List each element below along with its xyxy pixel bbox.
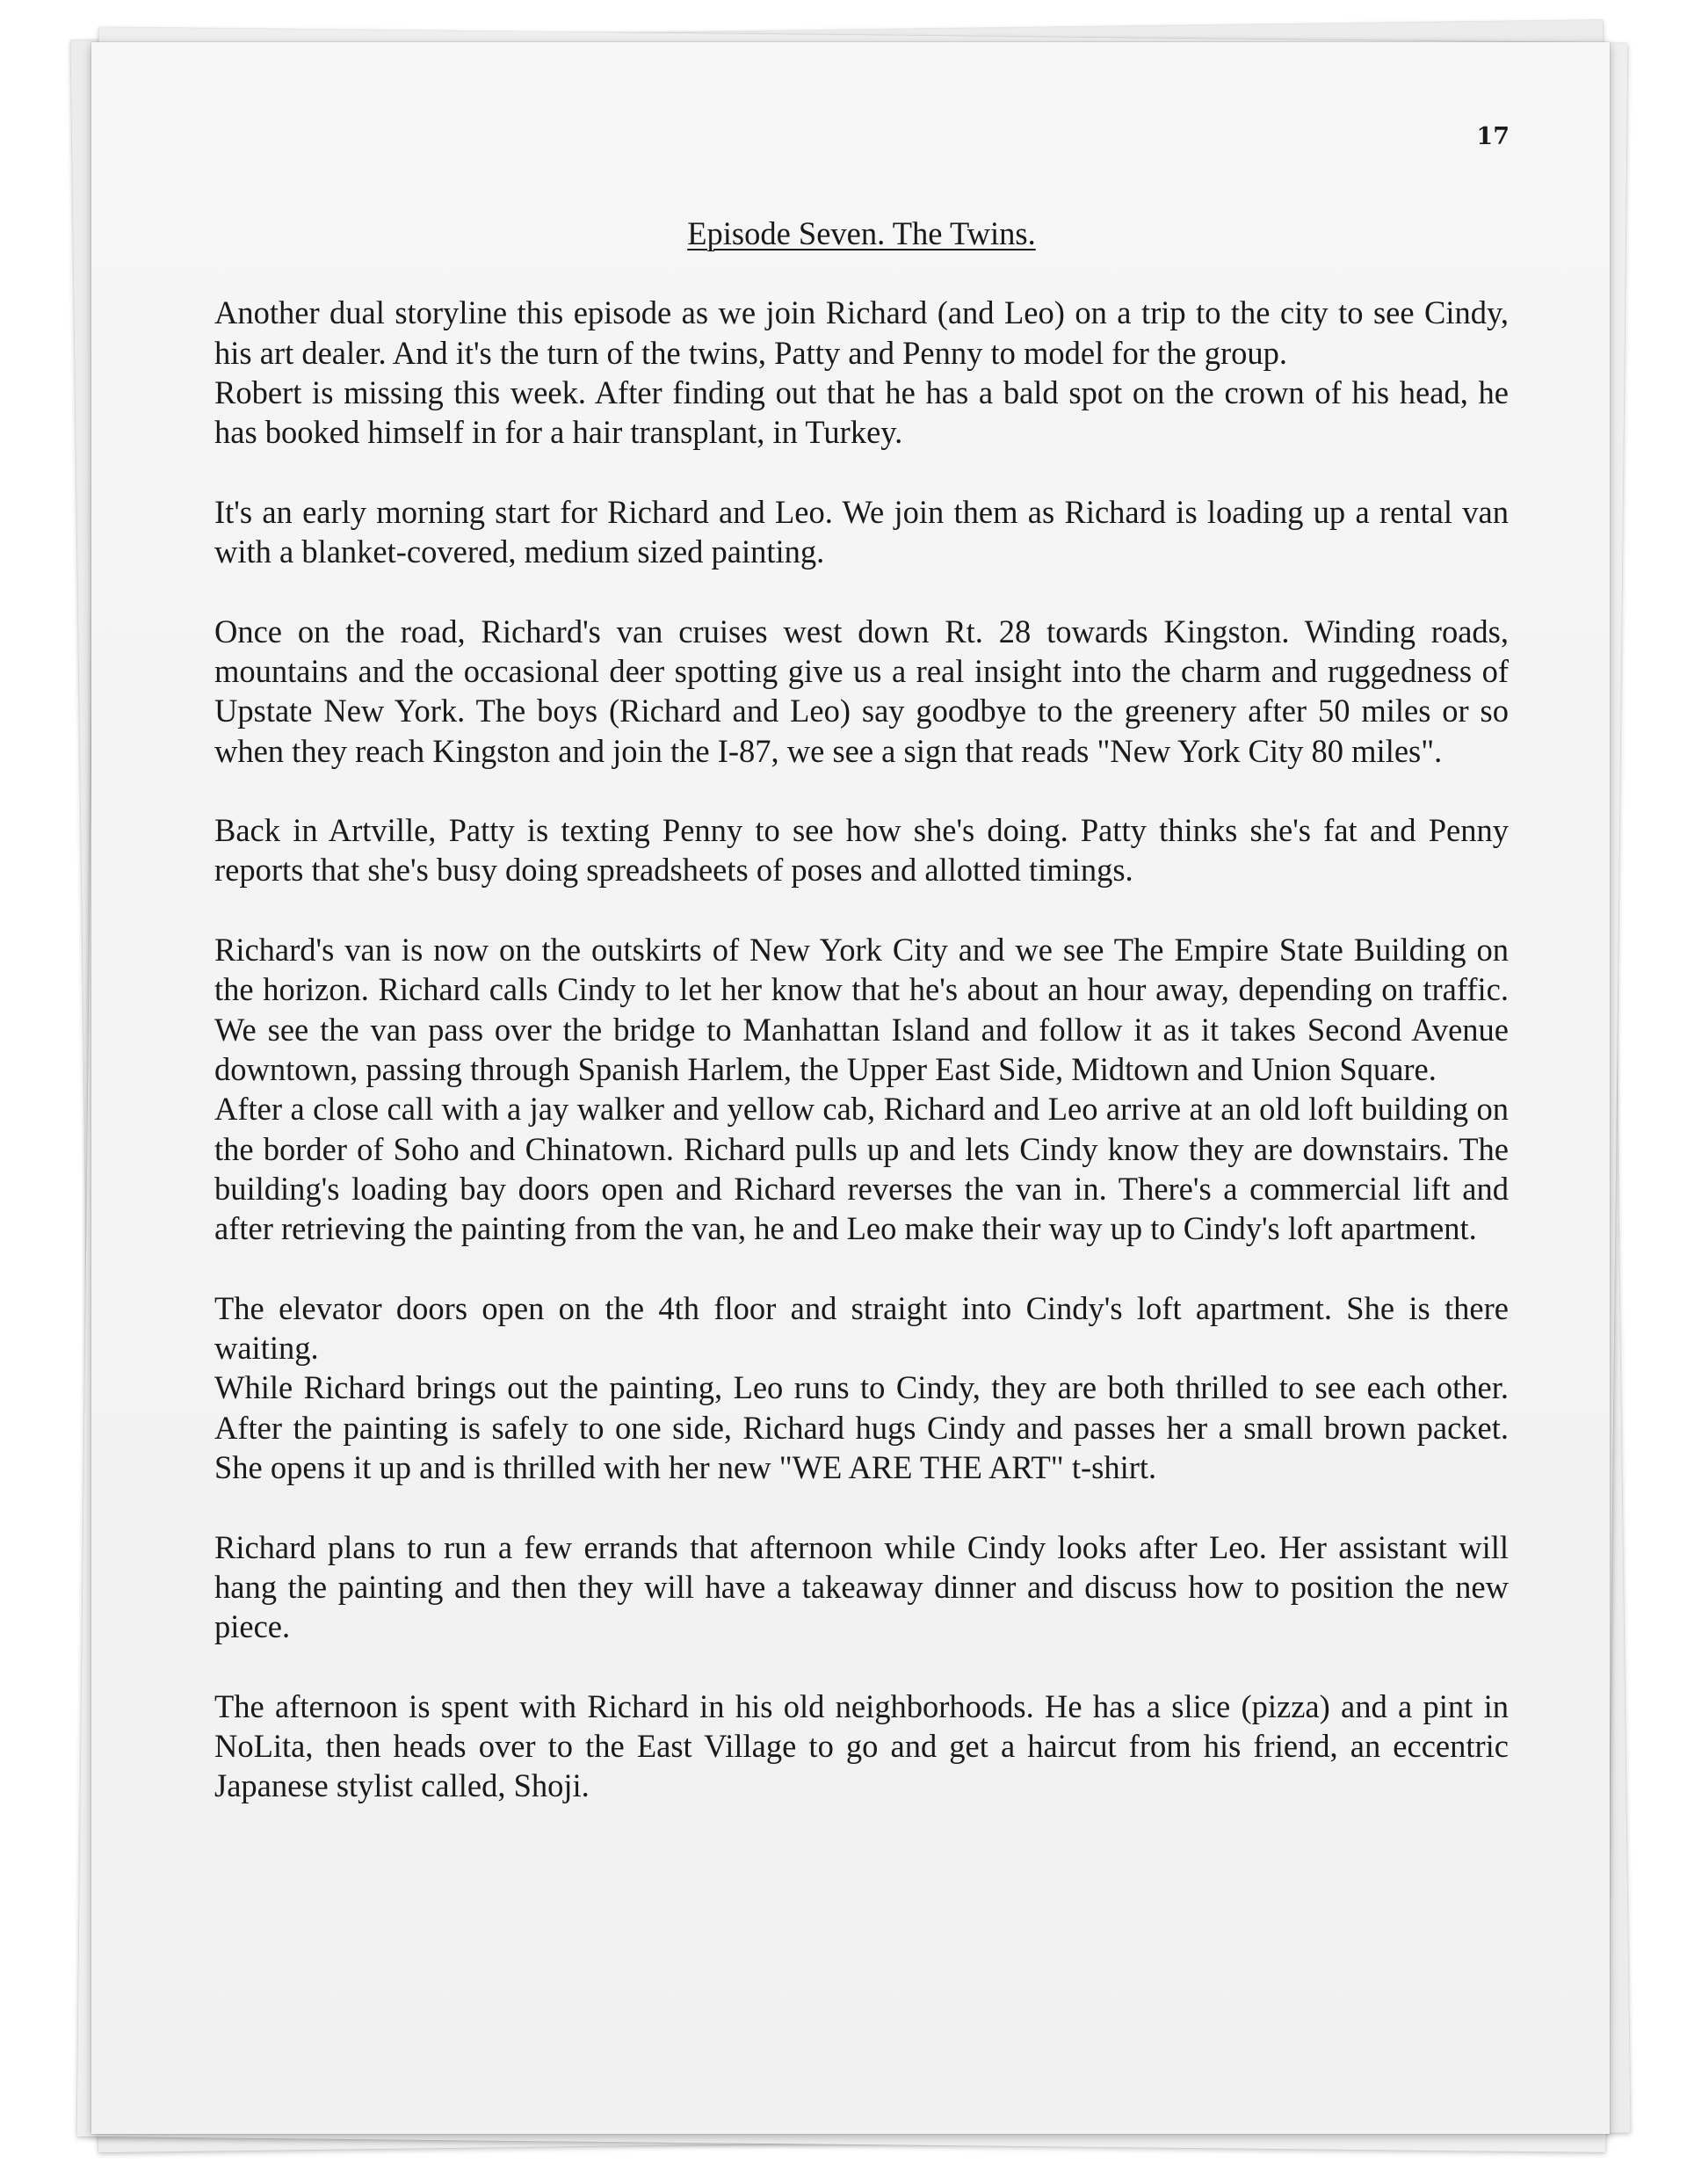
paragraph: Back in Artville, Patty is texting Penny to see how she's doing. Patty thinks she's fat and Penny reports that she's busy doing spreadsheets of poses and allotted timings. xyxy=(214,812,1509,889)
page-content xyxy=(214,214,1509,1806)
paragraph: Robert is missing this week. After finding out that he has a bald spot on the crown of his head, he has booked himself in for a hair transplant, in Turkey. xyxy=(214,374,1509,451)
paragraph-gap xyxy=(214,1646,1509,1686)
paragraph: Richard's van is now on the outskirts of New York City and we see The Empire State Building on the horizon. Richard calls Cindy to let her know that he's about an hour away, depending on traffic. We see the van pass over the bridge to Manhattan Island and follow it as it takes Second Avenue downtown, passing through Spanish Harlem, the Upper East Side, Midtown and Union Square. xyxy=(214,932,1509,1087)
paragraph: Another dual storyline this episode as we join Richard (and Leo) on a trip to the city to see Cindy, his art dealer. And it's the turn of the twins, Patty and Penny to model for the group. xyxy=(214,294,1509,371)
episode-title: Episode Seven. The Twins. xyxy=(687,215,1036,251)
paragraph-gap xyxy=(214,571,1509,611)
paragraph: After a close call with a jay walker and yellow cab, Richard and Leo arrive at an old loft building on the border of Soho and Chinatown. Richard pulls up and lets Cindy know they are downstairs. The building's loading bay doors open and Richard reverses the van in. There's a commercial lift and after retrieving the painting from the van, he and Leo make their way up to Cindy's loft apartment. xyxy=(214,1091,1509,1247)
paragraph-gap xyxy=(214,1487,1509,1527)
paragraph-gap xyxy=(214,452,1509,491)
paragraph: Richard plans to run a few errands that afternoon while Cindy looks after Leo. Her assistant will hang the painting and then they will have a takeaway dinner and discuss how to position the new piece. xyxy=(214,1528,1509,1645)
paragraph: Once on the road, Richard's van cruises west down Rt. 28 towards Kingston. Winding roads, mountains and the occasional deer spotting give us a real insight into the charm and ruggedness of Upstate New York. The boys (Richard and Leo) say goodbye to the greenery after 50 miles or so when they reach Kingston and join the I-87, we see a sign that reads "New York City 80 miles". xyxy=(214,613,1509,769)
paragraph-gap xyxy=(214,771,1509,810)
paragraph: It's an early morning start for Richard and Leo. We join them as Richard is loading up a rental van with a blanket-covered, medium sized painting. xyxy=(214,493,1509,570)
paragraph-gap xyxy=(214,1248,1509,1288)
paragraph: While Richard brings out the painting, Leo runs to Cindy, they are both thrilled to see each other. After the painting is safely to one side, Richard hugs Cindy and passes her a small brown packet. She opens it up and is thrilled with her new "WE ARE THE ART" t-shirt. xyxy=(214,1369,1509,1485)
paragraph: The afternoon is spent with Richard in his old neighborhoods. He has a slice (pizza) and a pint in NoLita, then heads over to the East Village to go and get a haircut from his friend, an eccentric Japanese stylist called, Shoji. xyxy=(214,1687,1509,1804)
paragraph: The elevator doors open on the 4th floor and straight into Cindy's loft apartment. She is there waiting. xyxy=(214,1289,1509,1367)
page-number: 17 xyxy=(1476,123,1510,150)
paragraph-gap xyxy=(214,890,1509,930)
